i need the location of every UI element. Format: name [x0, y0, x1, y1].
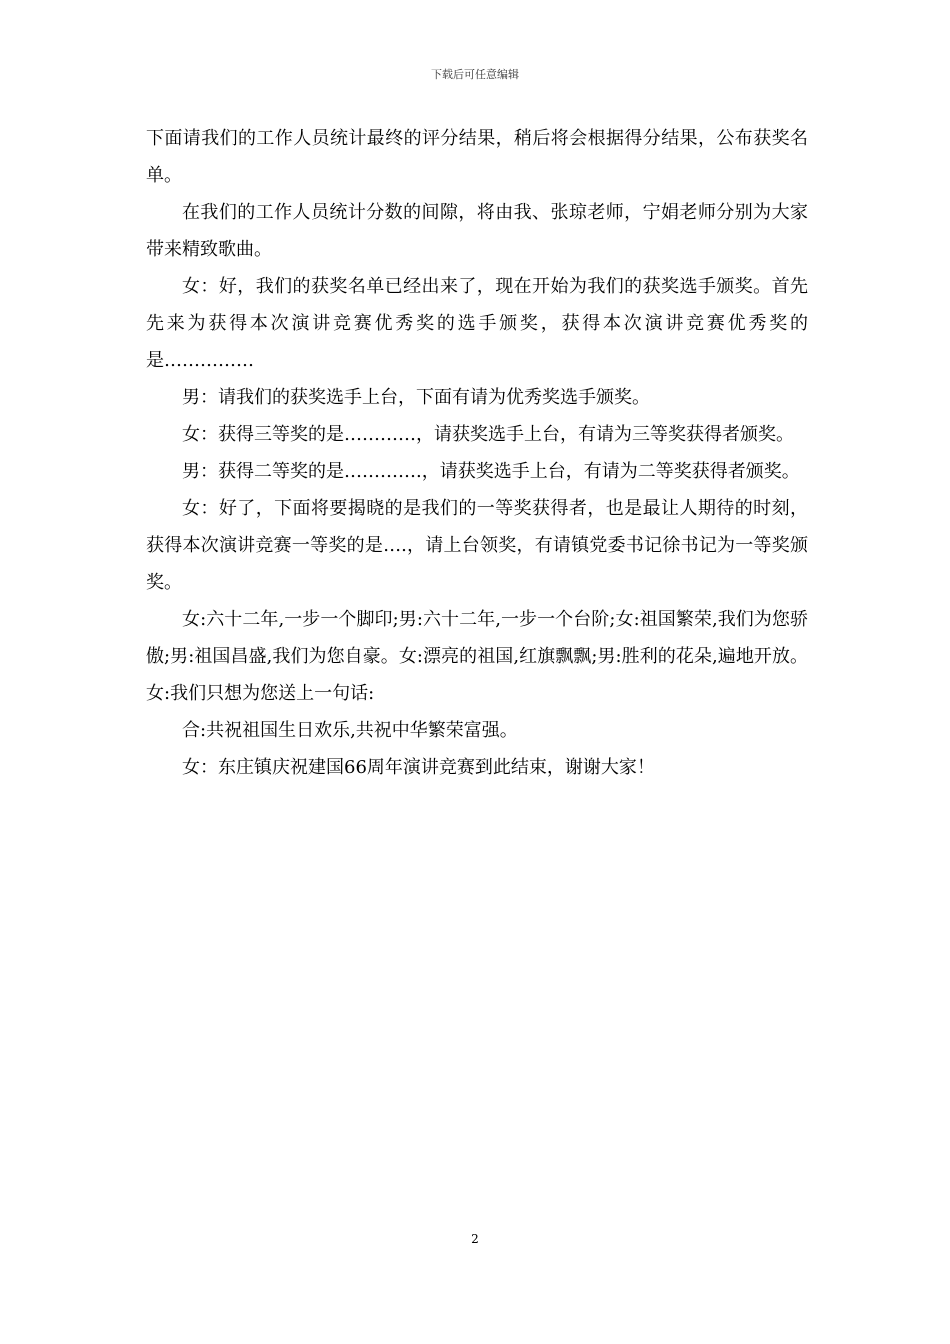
paragraph: 女：好了，下面将要揭晓的是我们的一等奖获得者，也是最让人期待的时刻，获得本次演讲竞赛一等奖的是….，请上台领奖，有请镇党委书记徐书记为一等奖颁奖。 [146, 498, 808, 593]
paragraph: 合:共祝祖国生日欢乐,共祝中华繁荣富强。 [182, 720, 518, 741]
document-body [146, 120, 808, 786]
paragraph: 女：东庄镇庆祝建国66周年演讲竞赛到此结束，谢谢大家！ [182, 757, 655, 778]
paragraph: 在我们的工作人员统计分数的间隙，将由我、张琼老师，宁娟老师分别为大家带来精致歌曲。 [146, 202, 808, 260]
paragraph: 女:六十二年,一步一个脚印;男:六十二年,一步一个台阶;女:祖国繁荣,我们为您骄傲;男:祖国昌盛,我们为您自豪。女:漂亮的祖国,红旗飘飘;男:胜利的花朵,遍地开放。女:我们只想为您送上一句话: [146, 609, 808, 704]
paragraph: 下面请我们的工作人员统计最终的评分结果，稍后将会根据得分结果，公布获奖名单。 [146, 128, 808, 186]
page-number: 2 [471, 1232, 479, 1246]
paragraph: 女：获得三等奖的是…………，请获奖选手上台，有请为三等奖获得者颁奖。 [182, 424, 794, 445]
paragraph: 男：获得二等奖的是………….，请获奖选手上台，有请为二等奖获得者颁奖。 [182, 461, 800, 482]
paragraph: 男：请我们的获奖选手上台，下面有请为优秀奖选手颁奖。 [182, 387, 650, 408]
page-header: 下载后可任意编辑 [431, 68, 519, 81]
paragraph: 女：好，我们的获奖名单已经出来了，现在开始为我们的获奖选手颁奖。首先先来为获得本次演讲竞赛优秀奖的选手颁奖，获得本次演讲竞赛优秀奖的是…………… [146, 276, 808, 371]
